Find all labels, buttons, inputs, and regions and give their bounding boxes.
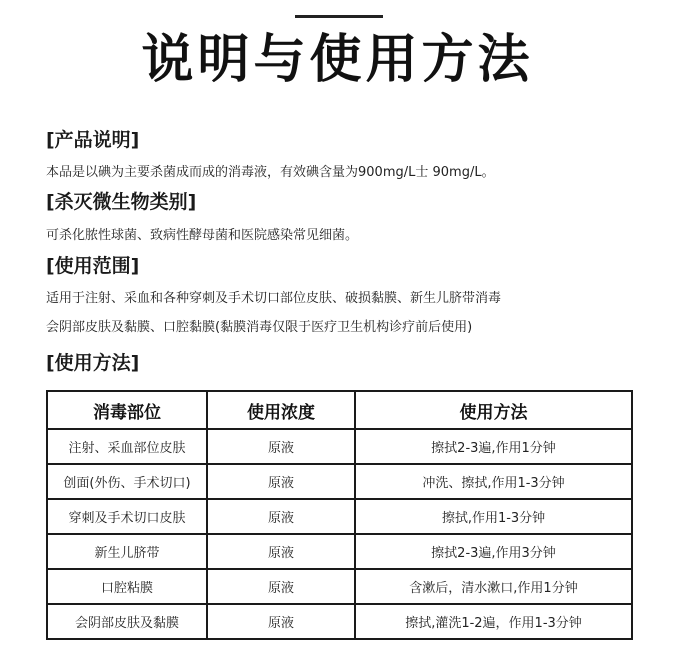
table-header-row <box>47 391 632 429</box>
table-row <box>47 499 632 534</box>
table-cell-method: 擦拭2-3遍,作用3分钟 <box>355 534 632 569</box>
table-cell-method: 擦拭2-3遍,作用1分钟 <box>355 429 632 464</box>
page-title: 说明与使用方法 <box>141 30 534 90</box>
table-cell-site: 口腔粘膜 <box>47 569 207 604</box>
table-cell-concentration: 原液 <box>207 429 355 464</box>
scope-text-line-1: 适用于注射、采血和各种穿刺及手术切口部位皮肤、破损黏膜、新生儿脐带消毒 <box>46 291 502 306</box>
table-cell-site: 会阴部皮肤及黏膜 <box>47 604 207 639</box>
section-heading-product-description: [产品说明] <box>46 129 140 151</box>
table-cell-concentration: 原液 <box>207 604 355 639</box>
product-description-text: 本品是以碘为主要杀菌成而成的消毒液，有效碘含量为900mg/L士 90mg/L。 <box>46 165 495 180</box>
header-concentration: 使用浓度 <box>207 391 355 429</box>
table-cell-site: 注射、采血部位皮肤 <box>47 429 207 464</box>
table-cell-method: 含漱后，清水漱口,作用1分钟 <box>355 569 632 604</box>
table-row <box>47 429 632 464</box>
table-cell-concentration: 原液 <box>207 464 355 499</box>
table-row <box>47 569 632 604</box>
table-cell-site: 新生儿脐带 <box>47 534 207 569</box>
section-heading-usage: [使用方法] <box>46 352 140 374</box>
table-cell-site: 创面(外伤、手术切口) <box>47 464 207 499</box>
section-heading-scope: [使用范围] <box>46 255 140 277</box>
table-cell-concentration: 原液 <box>207 569 355 604</box>
table-cell-method: 冲洗、擦拭,作用1-3分钟 <box>355 464 632 499</box>
header-method: 使用方法 <box>355 391 632 429</box>
title-top-rule <box>295 15 383 18</box>
table-cell-method: 擦拭,灌洗1-2遍，作用1-3分钟 <box>355 604 632 639</box>
table-row <box>47 534 632 569</box>
header-disinfection-site: 消毒部位 <box>47 391 207 429</box>
microorganisms-text: 可杀化脓性球菌、致病性酵母菌和医院感染常见细菌。 <box>46 228 359 243</box>
section-heading-microorganisms: [杀灭微生物类别] <box>46 191 197 213</box>
table-cell-concentration: 原液 <box>207 499 355 534</box>
table-cell-method: 擦拭,作用1-3分钟 <box>355 499 632 534</box>
table-cell-site: 穿刺及手术切口皮肤 <box>47 499 207 534</box>
table-row <box>47 464 632 499</box>
table-row <box>47 604 632 639</box>
usage-table <box>46 390 633 640</box>
scope-text-line-2: 会阴部皮肤及黏膜、口腔黏膜(黏膜消毒仅限于医疗卫生机构诊疗前后使用) <box>46 320 473 335</box>
table-cell-concentration: 原液 <box>207 534 355 569</box>
